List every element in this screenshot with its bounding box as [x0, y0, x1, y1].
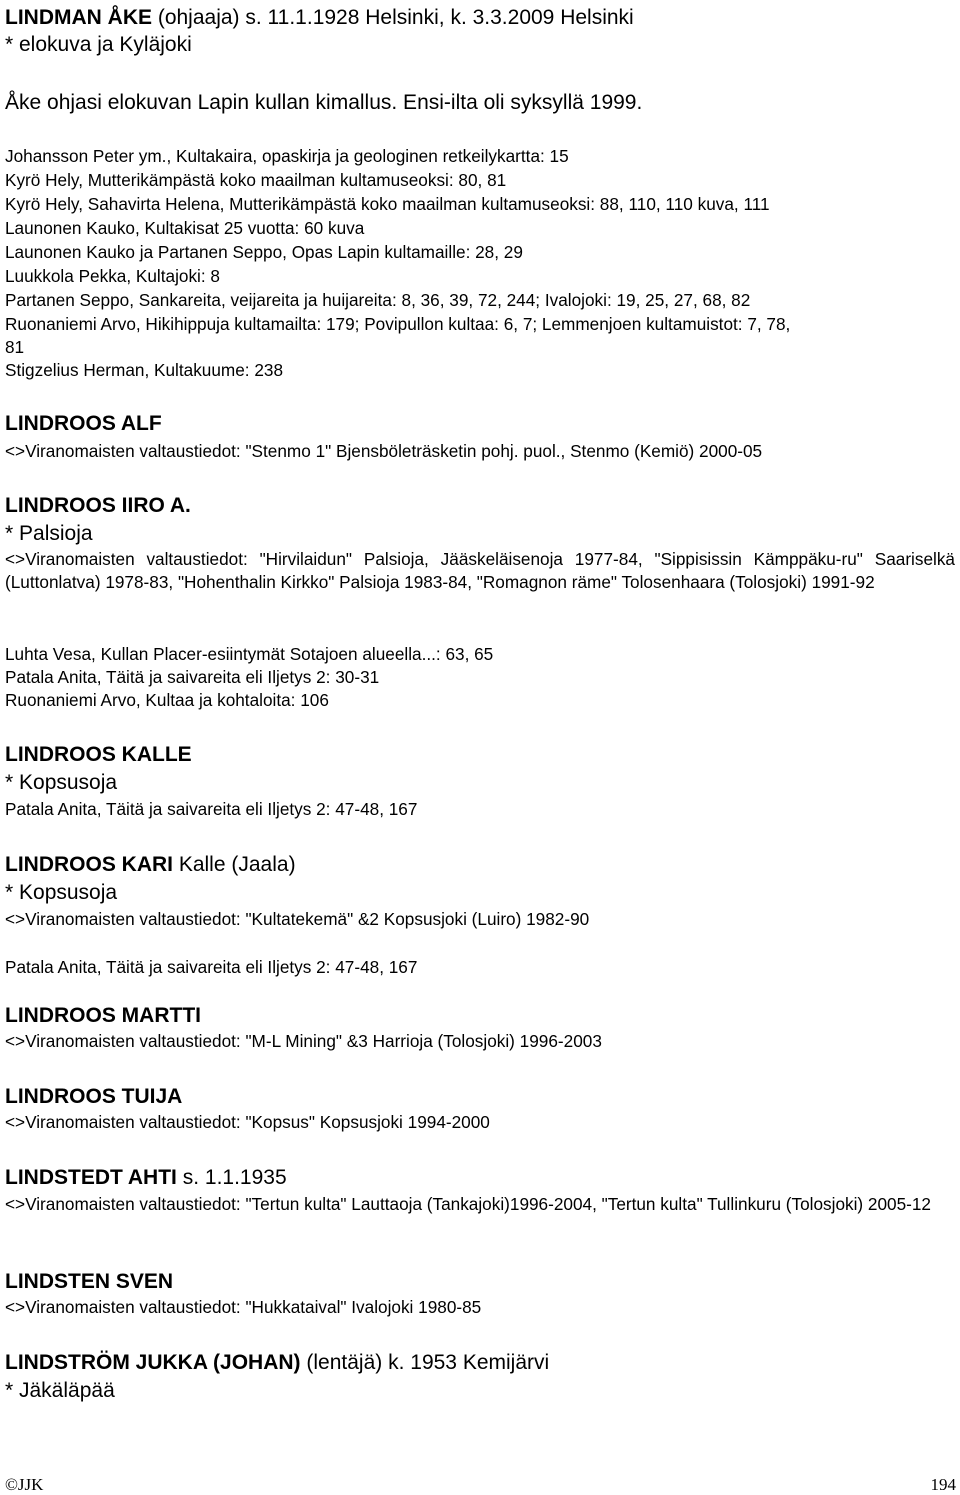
reference-line: Patala Anita, Täitä ja saivareita eli Iljetys 2: 47-48, 167: [5, 957, 418, 977]
reference-line: Partanen Seppo, Sankareita, veijareita ja huijareita: 8, 36, 39, 72, 244; Ivalojoki: 19, 25, 27, 68, 82: [5, 290, 751, 310]
entry-name: LINDSTRÖM JUKKA (JOHAN): [5, 1351, 301, 1374]
claim-line: <>Viranomaisten valtaustiedot: "Kultatekemä" &2 Kopsusjoki (Luiro) 1982-90: [5, 909, 590, 929]
claim-line: <>Viranomaisten valtaustiedot: "Kopsus" Kopsusjoki 1994-2000: [5, 1112, 490, 1132]
footer-page-number: 194: [930, 1475, 956, 1494]
reference-line: Ruonaniemi Arvo, Hikihippuja kultamailta: 179; Povipullon kultaa: 6, 7; Lemmenjoen kultamuistot: 7, 78,: [5, 314, 791, 334]
reference-line: Luhta Vesa, Kullan Placer-esiintymät Sotajoen alueella...: 63, 65: [5, 644, 494, 664]
reference-line: Stigzelius Herman, Kultakuume: 238: [5, 360, 284, 380]
entry-name-iiro: LINDROOS IIRO A.: [5, 494, 191, 517]
entry-info: (ohjaaja) s. 11.1.1928 Helsinki, k. 3.3.2009 Helsinki: [152, 6, 634, 29]
entry-heading-ahti: [5, 1166, 287, 1190]
reference-line: Kyrö Hely, Mutterikämpästä koko maailman kultamuseoksi: 80, 81: [5, 170, 507, 190]
reference-line: Ruonaniemi Arvo, Kultaa ja kohtaloita: 106: [5, 690, 329, 710]
reference-line: 81: [5, 337, 25, 357]
entry-subtitle: * Kopsusoja: [5, 771, 118, 794]
reference-line: Launonen Kauko, Kultakisat 25 vuotta: 60 kuva: [5, 218, 365, 238]
reference-line: Johansson Peter ym., Kultakaira, opaskirja ja geologinen retkeilykartta: 15: [5, 146, 569, 166]
entry-heading-jukka: [5, 1351, 549, 1375]
entry-info: s. 1.1.1935: [176, 1166, 287, 1189]
entry-place: (Jaala): [231, 853, 296, 876]
entry-name-sven: LINDSTEN SVEN: [5, 1270, 174, 1293]
claim-line: <>Viranomaisten valtaustiedot: "Hukkataival" Ivalojoki 1980-85: [5, 1297, 482, 1317]
entry-name: LINDROOS KARI: [5, 853, 173, 876]
reference-line: Luukkola Pekka, Kultajoki: 8: [5, 266, 220, 286]
entry-info: (lentäjä) k. 1953 Kemijärvi: [300, 1351, 550, 1374]
entry-heading-lindman: [5, 6, 634, 30]
entry-name: LINDSTEDT AHTI: [5, 1166, 177, 1189]
entry-note: Åke ohjasi elokuvan Lapin kullan kimallus. Ensi-ilta oli syksyllä 1999.: [5, 91, 643, 114]
reference-line: Patala Anita, Täitä ja saivareita eli Iljetys 2: 30-31: [5, 667, 380, 687]
entry-name-alf: LINDROOS ALF: [5, 412, 162, 435]
claim-paragraph: <>Viranomaisten valtaustiedot: "Hirvilaidun" Palsioja, Jääskeläisenoja 1977-84, "Sippisissin Kämppäku-ru" Saariselkä (Luttonlatva) 1978-83, "Hohenthalin Kirkko" Palsioja 1983-84, "Romagnon räme" Tolosenhaara (Tolosjoki) 1991-92: [5, 549, 955, 592]
claim-line: <>Viranomaisten valtaustiedot: "Stenmo 1" Bjensböleträsketin pohj. puol., Stenmo (Kemiö) 2000-05: [5, 441, 763, 461]
entry-nickname: Kalle: [173, 853, 232, 876]
entry-name-kalle: LINDROOS KALLE: [5, 743, 192, 766]
reference-line: Kyrö Hely, Sahavirta Helena, Mutterikämpästä koko maailman kultamuseoksi: 88, 110, 110 kuva, 111: [5, 194, 770, 214]
entry-heading-kari: [5, 853, 296, 877]
entry-name: LINDMAN ÅKE: [5, 6, 152, 29]
entry-subtitle: * elokuva ja Kyläjoki: [5, 33, 192, 56]
entry-subtitle: * Jäkäläpää: [5, 1379, 115, 1402]
claim-line: <>Viranomaisten valtaustiedot: "M-L Mining" &3 Harrioja (Tolosjoki) 1996-2003: [5, 1031, 602, 1051]
footer-copyright: ©JJK: [5, 1475, 44, 1494]
entry-subtitle: * Palsioja: [5, 522, 93, 545]
reference-line: Patala Anita, Täitä ja saivareita eli Iljetys 2: 47-48, 167: [5, 799, 418, 819]
entry-subtitle: * Kopsusoja: [5, 881, 118, 904]
entry-name-martti: LINDROOS MARTTI: [5, 1004, 201, 1027]
reference-line: Launonen Kauko ja Partanen Seppo, Opas Lapin kultamaille: 28, 29: [5, 242, 523, 262]
entry-name-tuija: LINDROOS TUIJA: [5, 1085, 183, 1108]
claim-paragraph: <>Viranomaisten valtaustiedot: "Tertun kulta" Lauttaoja (Tankajoki)1996-2004, "Tertun kulta" Tullinkuru (Tolosjoki) 2005-12: [5, 1194, 931, 1214]
